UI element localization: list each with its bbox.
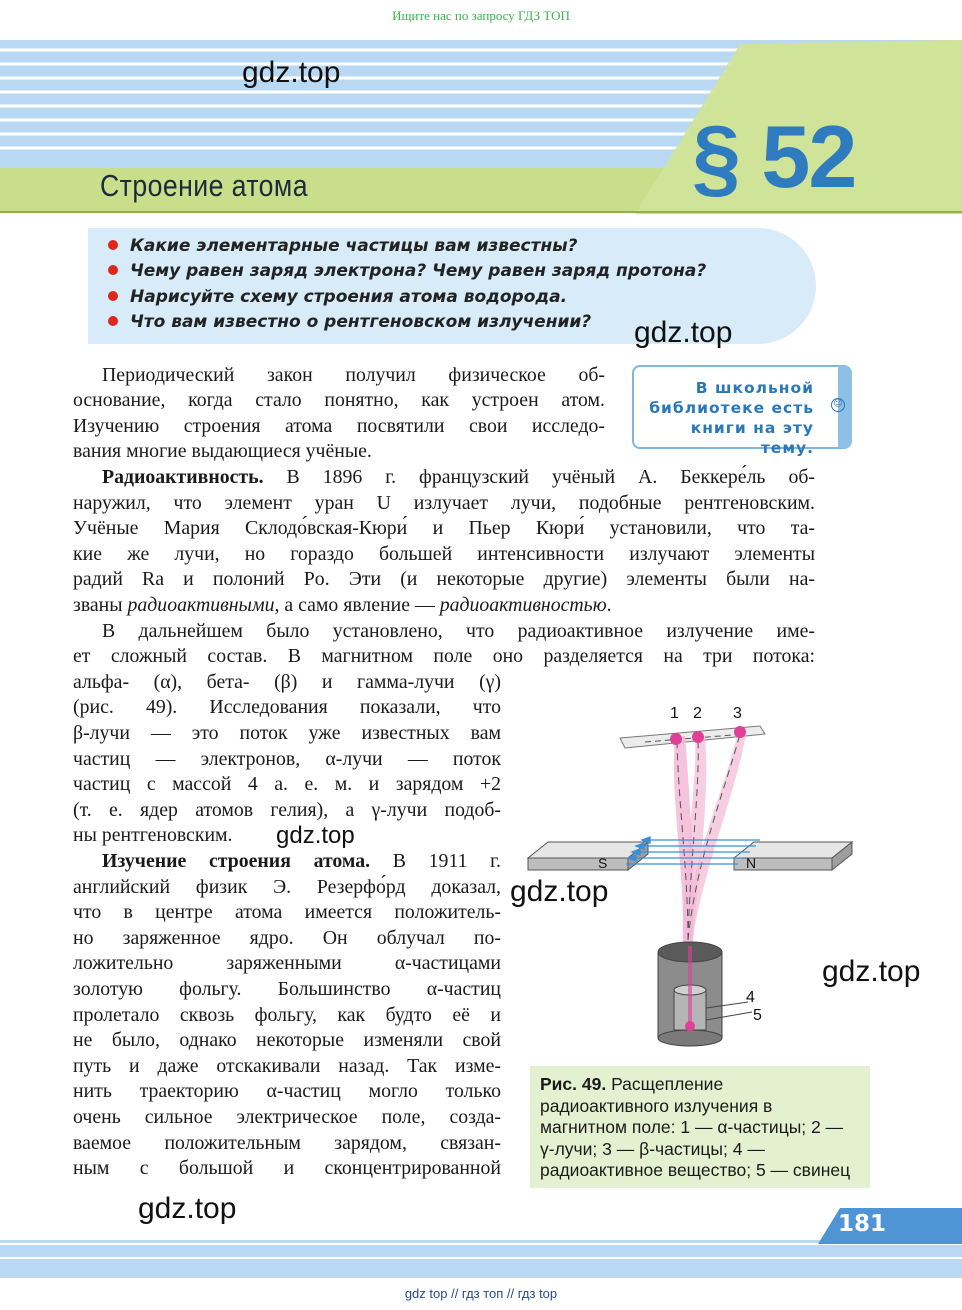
body-line: Изучению строения атома посвятили свои исследо- <box>73 415 605 437</box>
top-banner: Ищите нас по запросу ГДЗ ТОП <box>392 8 570 23</box>
term: радиоактивностью <box>439 594 607 616</box>
bullet-icon <box>108 291 118 301</box>
library-note-line: В школьной <box>695 379 814 397</box>
body-line: Периодический закон получил физическое об- <box>102 364 605 386</box>
caption-item: 4 — радиоактивное вещество; <box>540 1138 765 1180</box>
watermark: gdz.top <box>242 56 341 89</box>
section-number: § 52 <box>692 107 856 206</box>
gamma-spot <box>692 731 704 743</box>
label-5: 5 <box>753 1007 762 1024</box>
body-line: ет сложный состав. В магнитном поле оно разделяется на три потока: <box>73 645 815 667</box>
footer-band <box>0 1200 962 1280</box>
library-note-line: библиотеке есть <box>649 399 814 417</box>
body-line: званы радиоактивными, а само явление — радиоактивностью. <box>73 594 612 616</box>
label-n: N <box>746 855 757 871</box>
beta-spot <box>734 726 746 738</box>
body-line: Радиоактивность. В 1896 г. французский учёный А. Беккере́ль об- <box>102 466 815 488</box>
lead-container <box>658 942 722 1046</box>
watermark: gdz.top <box>276 822 355 849</box>
body-line: (т. е. ядер атомов гелия), а γ-лучи подоб- <box>73 799 501 821</box>
body-line: путь и даже отскакивали назад. Так изме- <box>73 1055 501 1077</box>
label-1: 1 <box>670 705 679 722</box>
watermark: gdz.top <box>510 875 609 908</box>
body-line: частиц — электронов, α-лучи — поток <box>73 748 501 770</box>
body-line: радий Ra и полоний Po. Эти (и некоторые другие) элементы были на- <box>73 568 815 590</box>
magnet-s <box>528 842 648 870</box>
caption-text: Расщепление радиоактивного излучения в магнитном поле: <box>540 1074 773 1137</box>
bullet-icon <box>108 265 118 275</box>
page-number: 181 <box>838 1211 887 1237</box>
body-line: ваемое положительным зарядом, связан- <box>73 1132 501 1154</box>
caption-item: 1 — α-частицы; <box>680 1117 807 1137</box>
paragraph-heading: Изучение строения атома. <box>102 850 371 872</box>
body-line: пролетало сквозь фольгу, как будто её и <box>73 1004 501 1026</box>
question-item: Нарисуйте схему строения атома водорода. <box>108 287 567 307</box>
body-line: ложительно заряженными α-частицами <box>73 952 501 974</box>
figure-49 <box>520 690 870 1050</box>
question-item: Какие элементарные частицы вам известны? <box>108 236 577 256</box>
body-line: что в центре атома имеется положитель- <box>73 901 501 923</box>
term: радиоактивными <box>127 594 275 616</box>
bottom-banner: gdz top // гдз топ // гдз top <box>404 1286 558 1301</box>
body-line: нить траекторию α-частиц могло только <box>73 1080 501 1102</box>
body-line: наружил, что элемент уран U излучает лучи, подобные рентгеновским. <box>73 492 815 514</box>
caption-item: 3 — β-частицы; <box>602 1138 728 1159</box>
label-3: 3 <box>733 705 742 722</box>
library-note <box>636 378 814 458</box>
body-line: но заряженное ядро. Он облучал по- <box>73 927 501 949</box>
body-line: английский физик Э. Резерфо́рд доказал, <box>73 876 501 898</box>
body-line: вания многие выдающиеся учёные. <box>73 440 372 462</box>
paragraph-heading: Радиоактивность. <box>102 466 264 488</box>
figure-caption <box>540 1074 856 1182</box>
body-line: основание, когда стало понятно, как устроен атом. <box>73 389 605 411</box>
label-2: 2 <box>693 705 702 722</box>
book-icon: ☺ <box>831 398 845 412</box>
body-line: β-лучи — это поток уже известных вам <box>73 722 501 744</box>
watermark: gdz.top <box>138 1192 237 1225</box>
watermark: gdz.top <box>822 955 921 988</box>
bullet-icon <box>108 240 118 250</box>
body-line: альфа- (α), бета- (β) и гамма-лучи (γ) <box>73 671 501 693</box>
body-line: ным с большой и сконцентрированной <box>73 1157 501 1179</box>
library-note-line: книги на эту тему. <box>690 419 814 457</box>
bullet-icon <box>108 316 118 326</box>
body-line: В дальнейшем было установлено, что радиоактивное излучение име- <box>102 620 815 642</box>
caption-label: Рис. 49. <box>540 1074 607 1094</box>
question-item: Чему равен заряд электрона? Чему равен заряд протона? <box>108 261 706 281</box>
body-line: Учёные Мария Склодо́вская-Кюри́ и Пьер Кюри́ установили, что та- <box>73 517 815 539</box>
caption-item: 2 — γ-лучи; <box>540 1117 844 1159</box>
label-4: 4 <box>746 989 755 1006</box>
body-line: частиц с массой 4 а. е. м. и зарядом +2 <box>73 773 501 795</box>
body-line: золотую фольгу. Большинство α-частиц <box>73 978 501 1000</box>
question-item: Что вам известно о рентгеновском излучении? <box>108 312 591 332</box>
body-line: очень сильное электрическое поле, созда- <box>73 1106 501 1128</box>
label-s: S <box>598 855 608 871</box>
body-line: ны рентгеновским. <box>73 824 233 846</box>
body-line: кие же лучи, но гораздо большей интенсивности излучают элементы <box>73 543 815 565</box>
caption-item: 5 — свинец <box>755 1160 851 1180</box>
watermark: gdz.top <box>634 316 733 349</box>
alpha-spot <box>670 733 682 745</box>
body-line: Изучение строения атома. В 1911 г. <box>102 850 501 872</box>
body-line: не было, однако некоторые изменяли свой <box>73 1029 501 1051</box>
body-line: (рис. 49). Исследования показали, что <box>73 696 501 718</box>
section-title: Строение атома <box>100 168 308 203</box>
